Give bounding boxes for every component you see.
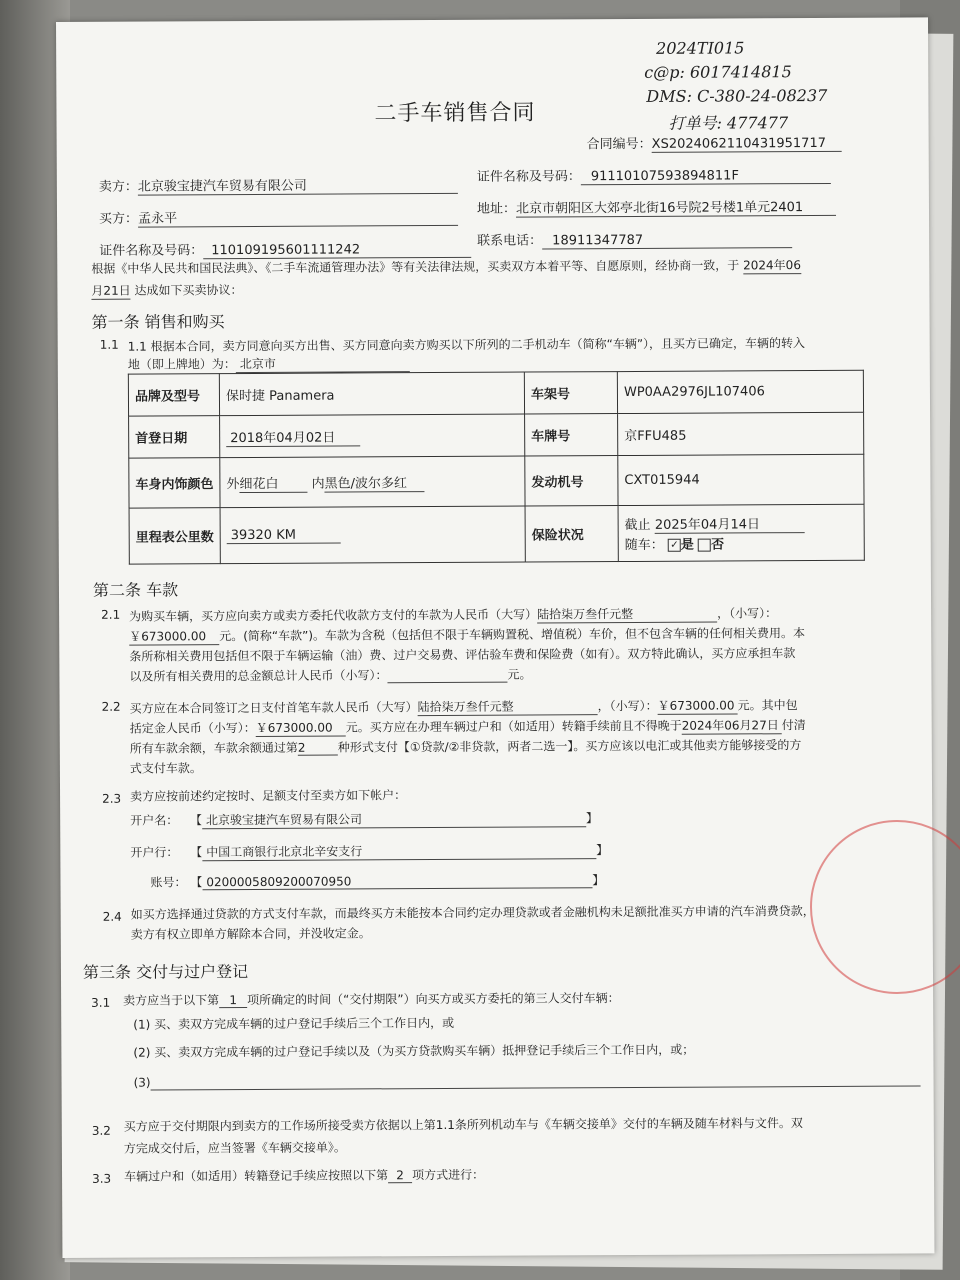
brand-value: 保时捷 Panamera	[219, 372, 524, 416]
clause-2-4-line-2: 卖方有权立即单方解除本合同，并没收定金。	[130, 926, 371, 942]
reg-date-cell	[220, 414, 525, 458]
section-1-heading: 第一条 销售和购买	[91, 312, 225, 332]
seller-id-field: 证件名称及号码： 91110107593894811F	[477, 164, 831, 186]
engine-value: CXT015944	[618, 454, 864, 505]
contract-page	[56, 17, 934, 1258]
mileage-cell	[220, 506, 525, 564]
clause-3-2-num: 3.2	[91, 1123, 111, 1138]
clause-3-1-option-2: (2) 买、卖双方完成车辆的过户登记手续以及（为买方贷款购买车辆）抵押登记手续后三个工作日内，或；	[133, 1042, 695, 1060]
clause-2-1-line-2: ￥673000.00 元。(简称“车款”)。车款为含税（包括但不限于车辆购置税、增值税）车价，但不包含车辆的任何相关费用。本	[129, 626, 806, 644]
clause-2-2-line-3: 所有车款余额，车款余额通过第2 种形式支付【①贷款/②非贷款，两者二选一】。买方应该以电汇或其他卖方能够接受的方	[129, 738, 802, 756]
contract-title: 二手车销售合同	[374, 100, 536, 127]
handwritten-note-2: c@p: 6017414815	[644, 62, 792, 82]
color-label: 车身内饰颜色	[129, 458, 220, 508]
no-checkbox[interactable]	[698, 539, 711, 552]
clause-3-2-line-2: 方完成交付后，应当签署《车辆交接单》。	[123, 1140, 346, 1156]
account-number-row: 账号： 【 0200005809200070950 】	[150, 873, 605, 890]
reg-date-value: 2018年04月02日	[226, 426, 360, 447]
clause-2-2-line-2: 括定金人民币（小写）：￥673000.00 元。买方应在办理车辆过户和（如适用）转籍手续前且不得晚于2024年06月27日 付清	[129, 718, 806, 736]
vin-value: WP0AA2976JL107406	[617, 370, 863, 413]
interior-color: 黑色/波尔多红	[325, 472, 425, 493]
clause-1-1-num: 1.1	[99, 337, 119, 352]
mileage-value: 39320 KM	[227, 527, 341, 544]
buyer-phone-field: 联系电话： 18911347787	[477, 228, 792, 250]
clause-2-1-line-1: 为购买车辆，买方应向卖方或卖方委托代收款方支付的车款为人民币（大写）陆拾柒万叁仟元整 ，（小写）：	[129, 606, 778, 624]
insurance-cell: 截止 2025年04月14日 随车： ✓ 是 否	[618, 504, 864, 561]
clause-3-1-line-1: 卖方应当于以下第 1 项所确定的时间（“交付期限”）向买方或买方委托的第三人交付车辆：	[123, 991, 620, 1008]
brand-label: 品牌及型号	[128, 374, 219, 416]
vehicle-table	[128, 370, 865, 565]
reg-date-label: 首登日期	[129, 416, 220, 458]
plate-value: 京FFU485	[618, 412, 864, 455]
clause-2-1-line-3: 条所称相关费用包括但不限于车辆运输（油）费、过户交易费、评估验车费和保险费（如有）。双方特此确认，买方应承担车款	[129, 646, 796, 664]
clause-1-1-line-2: 地（即上牌地）为： 北京市	[128, 354, 410, 373]
section-2-heading: 第二条 车款	[92, 580, 179, 600]
insurance-label: 保险状况	[525, 506, 618, 562]
contract-number: 合同编号：XS2024062110431951717	[587, 132, 842, 153]
clause-2-1-num: 2.1	[101, 607, 121, 622]
yes-checkbox[interactable]: ✓	[668, 539, 681, 552]
exterior-color: 细花白	[239, 472, 307, 492]
handwritten-note-4: 打单号: 477477	[668, 113, 789, 133]
buyer-field: 买方：孟永平	[99, 206, 458, 228]
handwritten-note-1: 2024TI015	[656, 38, 745, 58]
clause-3-1-option-3: (3)	[134, 1071, 921, 1090]
clause-2-4-line-1: 如买方选择通过贷款的方式支付车款，而最终买方未能按本合同约定办理贷款或者金融机构未足额批准买方申请的汽车消费贷款，	[130, 904, 815, 922]
clause-2-3-line-1: 卖方应按前述约定按时、足额支付至卖方如下帐户：	[130, 788, 407, 804]
section-3-heading: 第三条 交付与过户登记	[82, 962, 249, 982]
clause-3-1-num: 3.1	[91, 995, 111, 1010]
clause-3-2-line-1: 买方应于交付期限内到卖方的工作场所接受卖方依据以上第1.1条所列机动车与《车辆交接单》交付的车辆及随车材料与文件。双	[123, 1116, 803, 1134]
plate-label: 车牌号	[525, 414, 618, 456]
buyer-address-field: 地址：北京市朝阳区大郊亭北街16号院2号楼1单元2401	[477, 196, 836, 218]
clause-2-2-line-4: 式支付车款。	[129, 761, 202, 776]
clause-1-1-line-1: 1.1 根据本合同，卖方同意向买方出售、买方同意向卖方购买以下所列的二手机动车（简称“车辆”），且买方已确定，车辆的转入	[127, 336, 806, 354]
clause-3-3-line-1: 车辆过户和（如适用）转籍登记手续应按照以下第 2 项方式进行：	[124, 1167, 485, 1184]
clause-2-3-num: 2.3	[102, 791, 122, 806]
vin-label: 车架号	[524, 372, 617, 414]
mileage-label: 里程表公里数	[129, 508, 220, 564]
account-bank-row: 开户行： 【 中国工商银行北京北辛安支行 】	[130, 843, 609, 860]
clause-2-2-num: 2.2	[101, 699, 121, 714]
handwritten-note-3: DMS: C-380-24-08237	[646, 85, 828, 106]
engine-label: 发动机号	[525, 456, 618, 506]
clause-2-1-line-4: 以及所有相关费用的总金额总计人民币（小写）： 元。	[129, 667, 532, 684]
clause-2-4-num: 2.4	[102, 909, 122, 924]
buyer-id-field: 证件名称及号码： 110109195601111242	[99, 238, 471, 260]
insurance-until: 2025年04月14日	[655, 513, 805, 534]
clause-3-1-option-1: (1) 买、卖双方完成车辆的过户登记手续后三个工作日内，或	[133, 1015, 455, 1032]
intro-line-1: 根据《中华人民共和国民法典》、《二手车流通管理办法》等有关法律法规，买卖双方本着平等、自愿原则，经协商一致，于 2024年06	[91, 258, 801, 276]
seller-field: 卖方：北京骏宝捷汽车贸易有限公司	[99, 174, 458, 196]
clause-3-3-num: 3.3	[92, 1171, 112, 1186]
clause-2-2-line-1: 买方应在本合同签订之日支付首笔车款人民币（大写）陆拾柒万叁仟元整 ，（小写）：￥673000.00 元。其中包	[129, 698, 798, 716]
account-name-row: 开户名： 【 北京骏宝捷汽车贸易有限公司 】	[130, 811, 599, 828]
color-cell: 外细花白 内黑色/波尔多红	[220, 456, 525, 508]
intro-line-2: 月21日 达成如下买卖协议：	[91, 283, 243, 298]
